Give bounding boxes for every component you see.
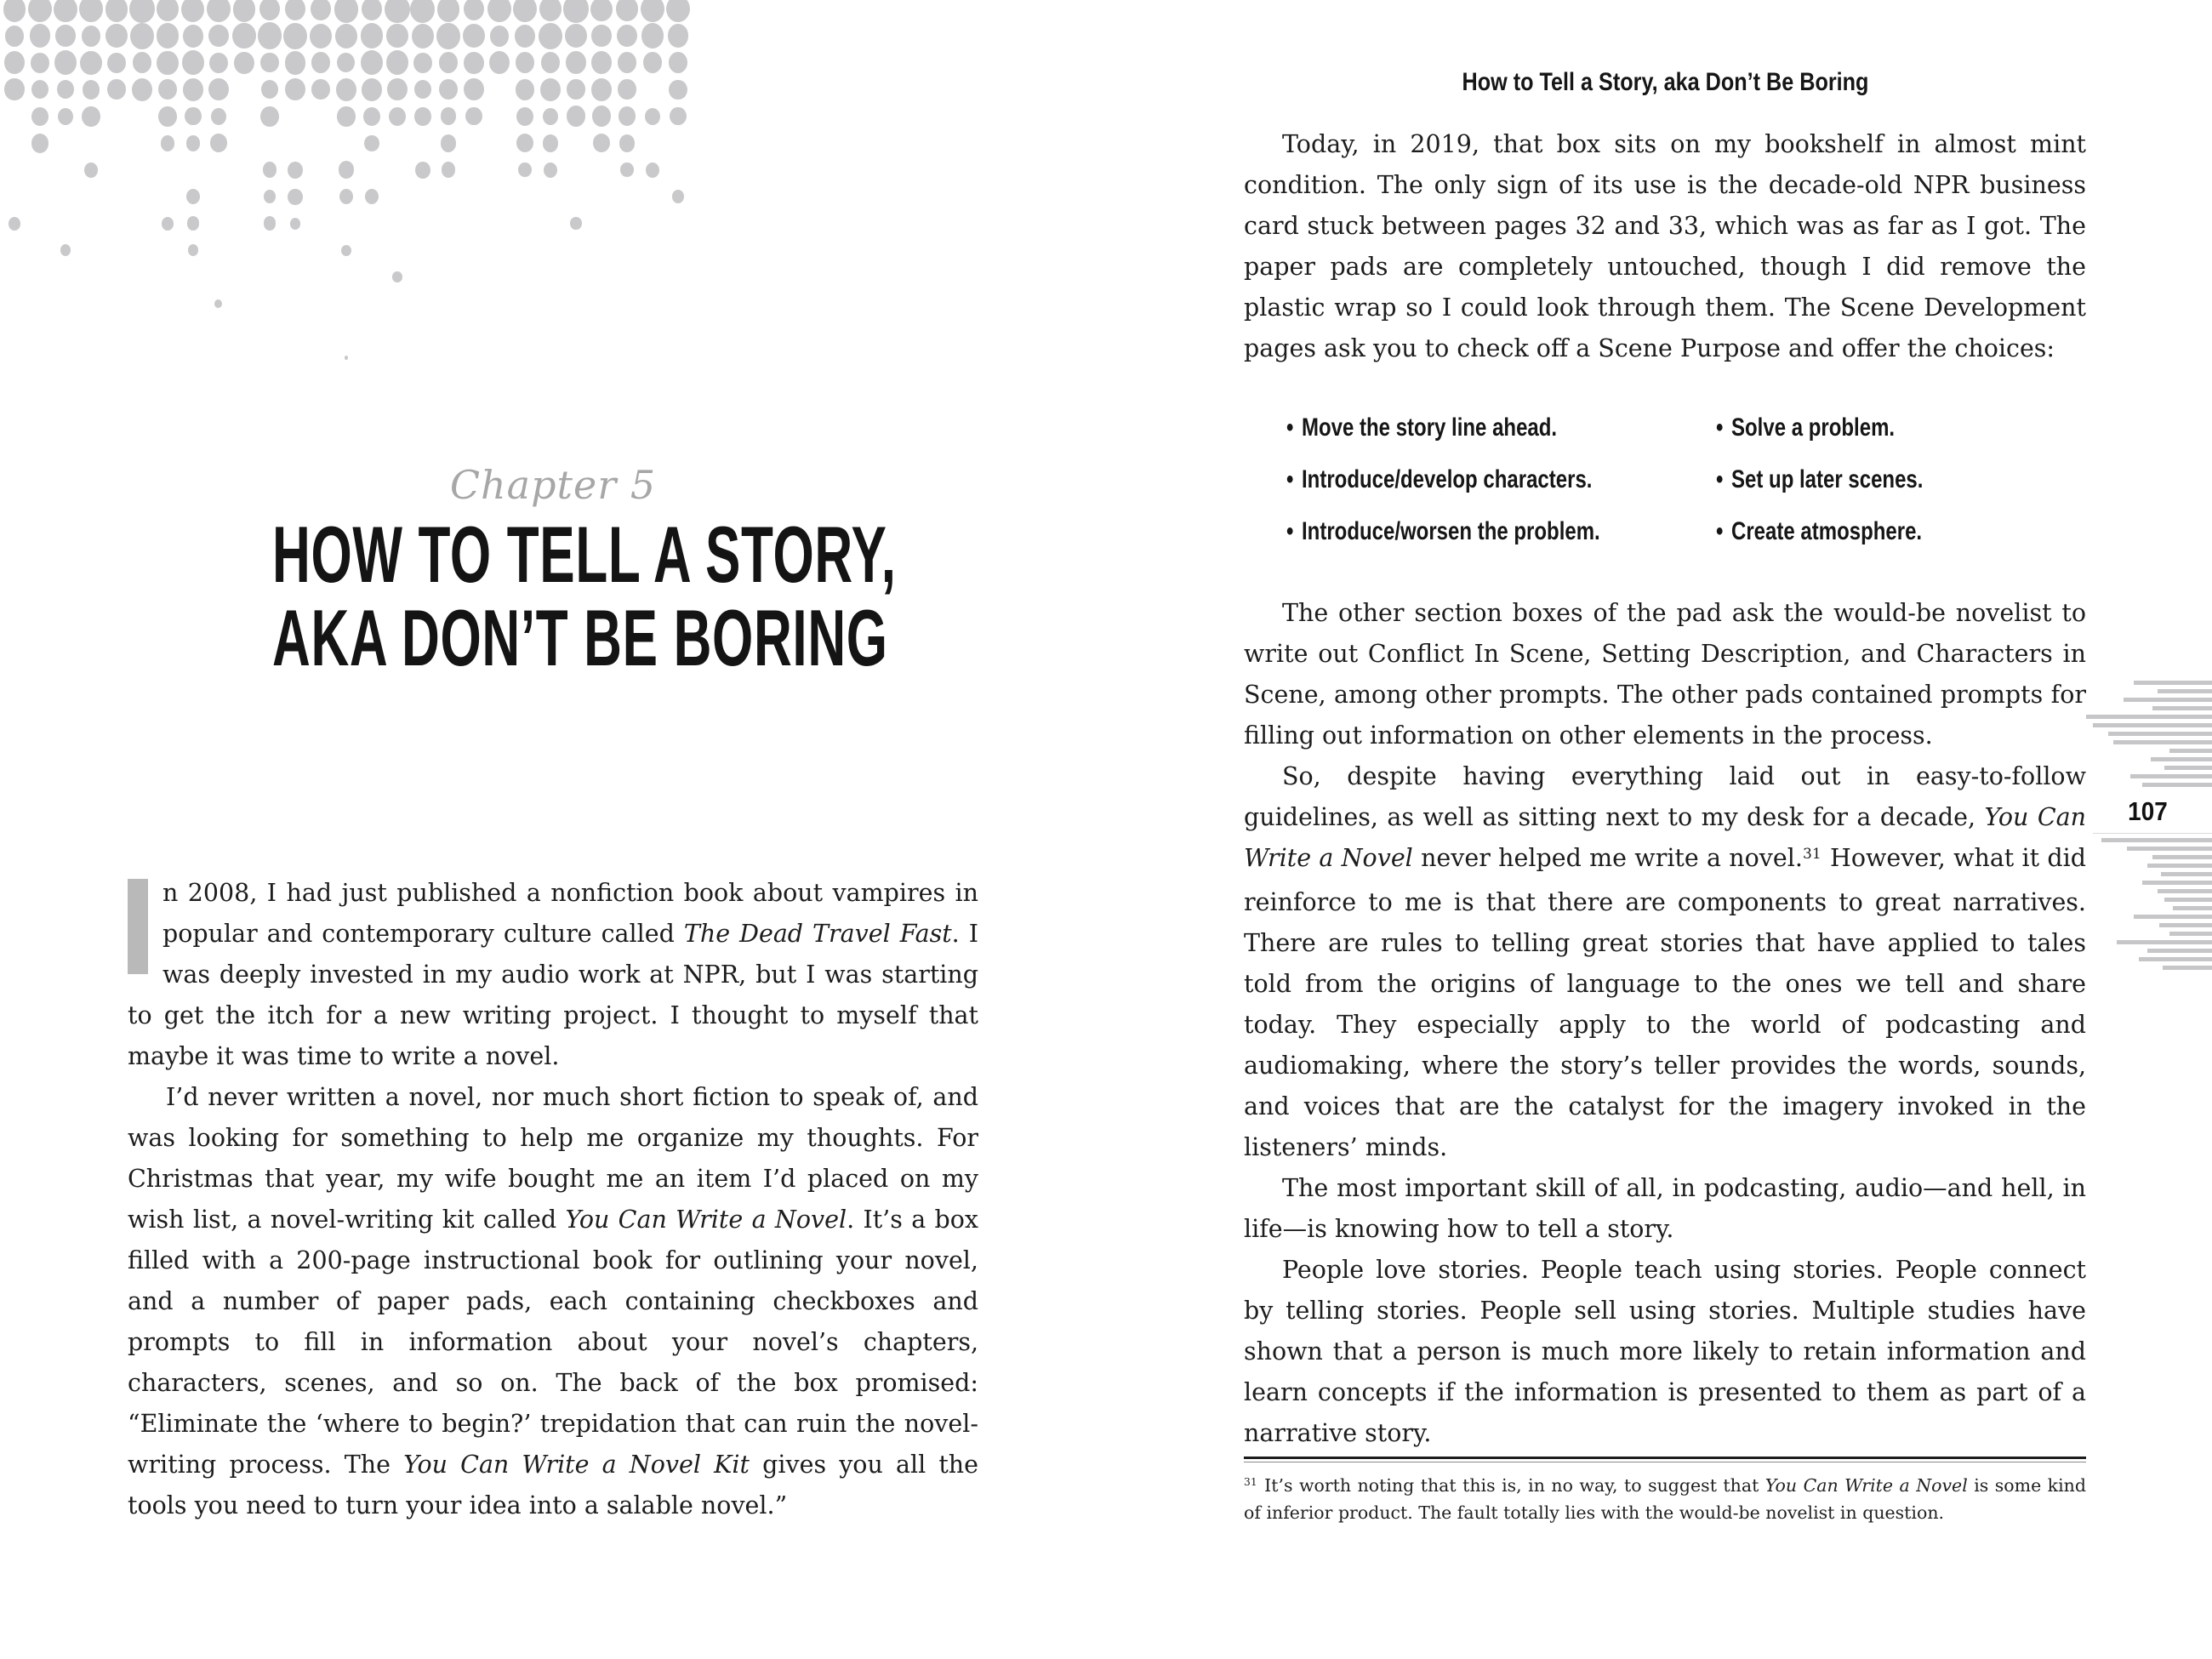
halftone-dot (259, 0, 280, 20)
bullet-item (1286, 453, 1630, 505)
text-run: However, what it did reinforce to me is that there are components to great narratives. There are rules to telling great stories that have applied to tales told from the origins of language to the ones we tell and share today. They especially apply to the world of podcasting and audiomaking, where the story’s teller provides the words, sounds, and voices that are the catalyst for the imagery invoked in the listeners’ minds. (1244, 844, 2086, 1161)
halftone-dot (516, 107, 533, 126)
bullet-label: Introduce/develop characters. (1302, 465, 1593, 493)
book-title-italic: You Can Write a Novel Kit (403, 1451, 750, 1479)
waveform-bar (2139, 957, 2212, 961)
halftone-dot (437, 0, 460, 22)
halftone-dot (620, 162, 633, 177)
bullet-dot-icon: • (1286, 413, 1294, 442)
text-run: is some kind of inferior product. The fault totally lies with the would-be novelist in question. (1244, 1475, 2086, 1523)
halftone-dot (5, 26, 25, 47)
bullet-label: Introduce/worsen the problem. (1302, 516, 1600, 545)
bullet-dot-icon: • (1716, 465, 1724, 493)
halftone-dot (389, 107, 406, 126)
halftone-dot (439, 79, 458, 100)
waveform-bar (2127, 847, 2212, 851)
halftone-dot (58, 108, 73, 125)
halftone-dot (105, 0, 128, 22)
bullet-item (1286, 505, 1630, 557)
halftone-dot (232, 23, 255, 48)
footnote-marker: 31 (1802, 845, 1821, 863)
text-run: People love stories. People teach using stories. People connect by telling stories. People sell using stories. Multiple studies have shown that a person is much more likely to retain information and learn concepts if the information is presented to them as part of a narrative story. (1244, 1256, 2086, 1447)
halftone-dot (618, 79, 636, 100)
halftone-dot (264, 216, 276, 231)
halftone-dot (643, 52, 663, 73)
halftone-dot (4, 51, 26, 74)
halftone-dot (619, 106, 636, 126)
halftone-dot (107, 53, 126, 73)
drop-cap-bar (128, 879, 148, 974)
halftone-dot (515, 25, 535, 48)
body-paragraph (1244, 1168, 2086, 1250)
halftone-dot (415, 162, 430, 179)
halftone-dot (590, 0, 612, 21)
halftone-dot (345, 356, 349, 360)
halftone-dot (30, 24, 51, 48)
waveform-graphic-bottom (2101, 838, 2212, 970)
halftone-dot (641, 23, 664, 48)
folio-rule (2093, 833, 2212, 834)
halftone-dot (414, 107, 431, 126)
halftone-dot (591, 25, 611, 47)
halftone-dot (364, 135, 379, 151)
halftone-dot (464, 52, 483, 74)
halftone-dot (593, 134, 610, 152)
halftone-dot (181, 0, 204, 22)
text-run: I’d never written a novel, nor much short fiction to speak of, and was looking for something to help me organize my thoughts. For Christmas that year, my wife bought me an item I’d placed on my wish list, a novel-writing kit called (128, 1083, 978, 1234)
text-run: The other section boxes of the pad ask the would-be novelist to write out Conflict In Scene, Setting Description, and Characters in Scene, among other prompts. The other pads contained prompts for filling out information on other elements in the process. (1244, 599, 2086, 750)
halftone-dot (157, 0, 179, 21)
halftone-dot (516, 79, 535, 100)
halftone-dot (412, 24, 435, 48)
halftone-dot (540, 78, 561, 101)
halftone-dot (543, 108, 558, 125)
right-page-body (1244, 124, 2086, 1454)
waveform-bar (2152, 706, 2212, 710)
halftone-dot (570, 217, 581, 230)
halftone-dot (544, 162, 558, 178)
halftone-dot (666, 0, 690, 22)
halftone-dot (539, 23, 562, 49)
halftone-dot (283, 23, 307, 49)
halftone-dot (413, 53, 432, 73)
halftone-dot (233, 0, 256, 22)
halftone-dot (335, 24, 357, 48)
halftone-dot (591, 78, 612, 101)
body-paragraph (128, 873, 978, 1077)
halftone-dot (31, 80, 48, 99)
halftone-dot (539, 0, 562, 21)
halftone-dot (362, 78, 382, 101)
halftone-dot (182, 50, 204, 75)
halftone-dot (566, 51, 586, 74)
halftone-dot (592, 105, 611, 127)
halftone-dot (619, 134, 636, 152)
halftone-dot (214, 299, 222, 308)
halftone-dot (487, 0, 511, 22)
halftone-dot (361, 50, 383, 75)
halftone-dot (339, 189, 353, 204)
text-run: It’s worth noting that this is, in no way, to suggest that (1257, 1475, 1765, 1496)
bullet-item (1716, 453, 1923, 505)
halftone-dot (386, 50, 408, 75)
text-run: The most important skill of all, in podcasting, audio—and hell, in life—is knowing how to tell a story. (1244, 1174, 2086, 1243)
halftone-dot (133, 52, 152, 73)
halftone-dot (311, 0, 331, 20)
halftone-dot (414, 80, 431, 99)
body-paragraph (128, 1077, 978, 1526)
halftone-dot (563, 0, 588, 23)
bullet-dot-icon: • (1286, 516, 1294, 545)
halftone-dot (107, 79, 125, 100)
paragraph-text (128, 879, 978, 1070)
halftone-dot (208, 25, 228, 47)
halftone-dot (464, 0, 484, 20)
halftone-dot (285, 78, 305, 100)
left-page-body (128, 873, 978, 1526)
halftone-dot (84, 162, 98, 178)
halftone-dot (541, 52, 561, 73)
halftone-dot (386, 24, 408, 48)
halftone-dot (264, 190, 276, 203)
text-run: Today, in 2019, that box sits on my bookshelf in almost mint condition. The only sign of its use is the decade-old NPR business card stuck between pages 32 and 33, which was as far as I got. The paper pads are completely untouched, though I did remove the plastic wrap so I could look through them. The Scene Development pages ask you to check off a Scene Purpose and offer the choices: (1244, 130, 2086, 362)
halftone-dot (567, 105, 586, 127)
text-run: n 2008, I had just published a nonfiction book about vampires in popular and contemporary culture called (162, 879, 978, 948)
halftone-dot (518, 162, 531, 177)
halftone-dot (490, 26, 510, 47)
text-run: gives you all the tools you need to turn your idea into a salable novel.” (128, 1451, 979, 1519)
waveform-bar (2161, 872, 2212, 876)
text-run: So, despite having everything laid out in easy-to-follow guidelines, as well as sitting next to my desk for a decade, (1244, 762, 2086, 831)
halftone-dot (188, 244, 199, 256)
footnote (1244, 1474, 2086, 1525)
halftone-dot (288, 189, 302, 205)
halftone-dot (392, 271, 402, 282)
bullet-dot-icon: • (1716, 413, 1724, 442)
halftone-dot (465, 107, 482, 125)
waveform-bar (2151, 757, 2212, 761)
halftone-dot (132, 78, 152, 101)
halftone-dot (668, 24, 689, 48)
halftone-dot (439, 52, 458, 73)
bullet-dot-icon: • (1716, 516, 1724, 545)
halftone-dot (258, 22, 282, 49)
bullet-item (1716, 505, 1923, 557)
halftone-dot (339, 161, 355, 179)
halftone-dot (669, 80, 687, 100)
book-title-italic: You Can Write a Novel (1764, 1475, 1968, 1496)
halftone-dot (157, 51, 178, 75)
halftone-dot (28, 0, 52, 22)
halftone-dot (646, 162, 659, 178)
halftone-dot (441, 134, 457, 152)
waveform-bar (2134, 915, 2212, 919)
bullet-dot-icon: • (1286, 465, 1294, 493)
halftone-dot (516, 52, 535, 73)
waveform-bar (2086, 715, 2212, 719)
text-run: never helped me write a novel. (1412, 844, 1803, 872)
halftone-dot (672, 190, 684, 203)
halftone-dot (341, 245, 351, 256)
halftone-dot (337, 106, 355, 127)
halftone-dot (31, 53, 49, 73)
halftone-dot (616, 0, 638, 21)
waveform-bar (2142, 881, 2212, 885)
halftone-dot (9, 217, 20, 231)
halftone-dot (161, 135, 175, 151)
waveform-bar (2163, 966, 2212, 970)
halftone-dot (82, 106, 100, 127)
halftone-dot (187, 216, 200, 231)
halftone-dot (260, 106, 278, 127)
waveform-bar (2152, 855, 2212, 859)
halftone-dot (130, 23, 154, 49)
halftone-dot (263, 162, 277, 178)
waveform-bar (2173, 906, 2212, 910)
halftone-dot (567, 79, 584, 100)
bullet-label: Solve a problem. (1731, 413, 1896, 442)
halftone-dot (387, 78, 407, 100)
halftone-dot (185, 107, 201, 125)
waveform-bar (2142, 783, 2212, 787)
body-paragraph (1244, 756, 2086, 1168)
halftone-dot (285, 0, 305, 20)
waveform-bar (2147, 864, 2212, 868)
halftone-dot (334, 0, 359, 23)
halftone-dot (129, 0, 154, 23)
halftone-dot (290, 218, 301, 230)
running-header (1244, 68, 2086, 97)
halftone-dot (80, 51, 101, 75)
halftone-dot (183, 78, 203, 101)
halftone-dot (410, 0, 435, 23)
bullet-column-right (1716, 402, 1975, 557)
bullet-label: Set up later scenes. (1731, 465, 1924, 493)
waveform-bar (2101, 838, 2212, 842)
halftone-dot (543, 134, 559, 152)
halftone-dot (31, 134, 49, 153)
waveform-bar (2124, 698, 2212, 702)
halftone-dot (288, 162, 303, 179)
book-title-italic: You Can Write a Novel (565, 1206, 847, 1234)
chapter-title (128, 510, 978, 682)
bullet-item (1716, 402, 1923, 453)
halftone-dot (591, 51, 612, 74)
halftone-dot (362, 0, 382, 20)
waveform-bar (2093, 723, 2212, 727)
waveform-bar (2158, 889, 2212, 893)
text-run: . I was deeply invested in my audio work at NPR, but I was starting to get the itch for a new writing project. I thought to myself that maybe it was time to write a novel. (128, 920, 978, 1070)
halftone-dot (311, 79, 329, 100)
body-paragraph (1244, 1250, 2086, 1454)
scene-purpose-bullet-list (1244, 402, 2086, 557)
halftone-dot (645, 108, 660, 125)
waveform-bar (2117, 940, 2212, 944)
waveform-bar (2113, 740, 2212, 744)
halftone-dot (54, 50, 77, 75)
halftone-dot (617, 25, 636, 47)
halftone-dot (336, 78, 357, 101)
halftone-dot (208, 78, 229, 100)
halftone-dot (183, 25, 203, 48)
waveform-bar (2147, 949, 2212, 953)
halftone-dot (82, 26, 100, 47)
halftone-dot (565, 24, 586, 48)
bullet-label: Create atmosphere. (1731, 516, 1923, 545)
footnote-rule (1244, 1457, 2086, 1462)
waveform-bar (2169, 749, 2212, 753)
halftone-dot (207, 0, 231, 22)
page-number: 107 (2128, 796, 2168, 826)
halftone-dot (670, 107, 686, 125)
halftone-dot (285, 51, 306, 75)
halftone-dot (105, 24, 127, 48)
halftone-dot (234, 52, 254, 74)
halftone-dot (186, 189, 200, 204)
halftone-dot (436, 23, 460, 49)
halftone-dot (83, 80, 100, 100)
halftone-dot (365, 189, 379, 204)
waveform-graphic-top (2086, 681, 2212, 787)
halftone-dot (4, 78, 24, 100)
halftone-dot (60, 244, 71, 256)
halftone-dot (337, 53, 355, 72)
halftone-dot (310, 24, 332, 48)
halftone-dot (54, 0, 77, 22)
book-title-italic: The Dead Travel Fast (683, 920, 952, 948)
halftone-dot (441, 107, 457, 125)
halftone-dot (463, 24, 485, 48)
waveform-bar (2108, 732, 2212, 736)
halftone-dot (641, 0, 664, 22)
halftone-dot (162, 217, 174, 231)
halftone-dot (79, 0, 103, 22)
halftone-dot (669, 52, 687, 73)
halftone-dot (464, 78, 483, 100)
halftone-dot (361, 23, 384, 48)
chapter-label: Chapter 5 (449, 462, 657, 508)
halftone-dot (31, 107, 48, 126)
halftone-dots-pattern (2, 0, 699, 379)
bullet-item (1286, 402, 1630, 453)
bullet-column-left (1286, 402, 1716, 557)
text-run: . It’s a box filled with a 200-page instructional book for outlining your novel, and a number of paper pads, each containing checkboxes and prompts to fill in information about your novel’s chapters, characters, scenes, and so on. The back of the box promised: “Eliminate the ‘where to begin?’ trepidation that can ruin the novel-writing process. The (128, 1206, 978, 1479)
waveform-bar (2158, 689, 2212, 693)
halftone-dot (442, 162, 456, 178)
waveform-bar (2164, 766, 2212, 770)
footnote-marker: 31 (1244, 1476, 1257, 1489)
halftone-dot (311, 52, 330, 73)
waveform-bar (2130, 774, 2212, 778)
halftone-dot (618, 52, 637, 73)
waveform-bar (2164, 898, 2212, 902)
chapter-title-line2: AKA DON’T BE BORING (272, 593, 888, 682)
halftone-dot (385, 0, 409, 23)
halftone-dot (260, 53, 278, 72)
waveform-bar (2134, 681, 2212, 685)
halftone-dot (363, 107, 380, 126)
halftone-dot (3, 0, 26, 22)
waveform-bar (2169, 932, 2212, 936)
halftone-dot (261, 80, 278, 99)
halftone-dot (57, 80, 74, 99)
halftone-dot (210, 134, 226, 152)
bullet-label: Move the story line ahead. (1302, 413, 1558, 442)
book-title-italic: You Can Write a Novel (1244, 803, 2086, 872)
halftone-dot (209, 53, 228, 73)
halftone-dot (158, 106, 176, 127)
waveform-bar (2159, 923, 2212, 927)
halftone-dot (158, 79, 177, 100)
halftone-dot (211, 108, 226, 125)
halftone-dot (186, 135, 201, 151)
body-paragraph (1244, 593, 2086, 756)
halftone-dot (55, 25, 75, 47)
body-paragraph (1244, 124, 2086, 369)
running-header-text: How to Tell a Story, aka Don’t Be Boring (1462, 68, 1868, 96)
chapter-title-line1: HOW TO TELL A STORY, (272, 510, 897, 599)
halftone-dot (157, 23, 180, 48)
halftone-dot (516, 134, 533, 152)
halftone-dot (513, 0, 537, 22)
halftone-dot (489, 51, 510, 74)
